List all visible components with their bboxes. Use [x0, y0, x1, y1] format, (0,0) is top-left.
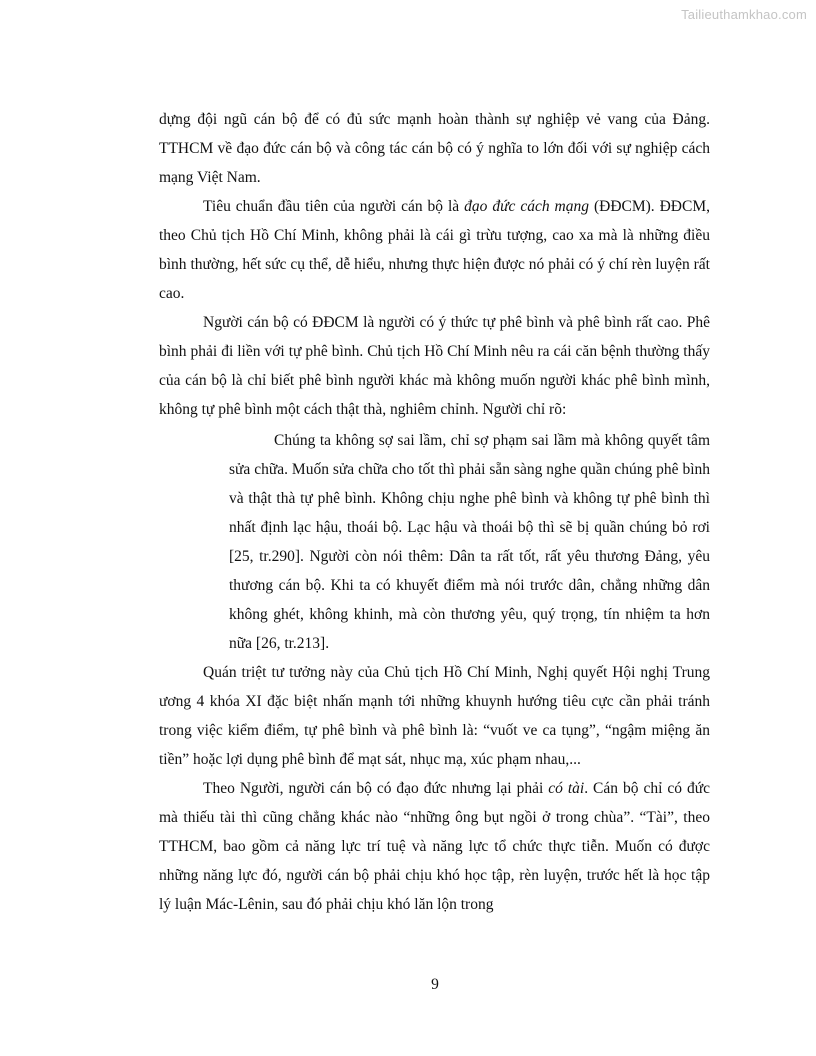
emphasis-text: có tài: [548, 780, 585, 797]
quote-text: Chúng ta không sợ sai lầm, chỉ sợ phạm sai lầm mà không quyết tâm sửa chữa. Muốn sửa chữa cho tốt thì phải sẵn sàng nghe quần chúng phê bình và thật thà tự phê bình. Không chịu nghe phê bình và không tự phê bình thì nhất định lạc hậu, thoái bộ. Lạc hậu và thoái bộ thì sẽ bị quần chúng bỏ rơi [25, tr.290]. Người còn nói thêm: Dân ta rất tốt, rất yêu thương Đảng, yêu thương cán bộ. Khi ta có khuyết điểm mà nói trước dân, chẳng những dân không ghét, không khinh, mà còn thương yêu, quý trọng, tín nhiệm ta hơn nữa [26, tr.213].: [229, 432, 710, 652]
paragraph-self-criticism: Người cán bộ có ĐĐCM là người có ý thức tự phê bình và phê bình rất cao. Phê bình phải đi liền với tự phê bình. Chủ tịch Hồ Chí Minh nêu ra cái căn bệnh thường thấy của cán bộ là chỉ biết phê bình người khác mà không muốn người khác phê bình mình, không tự phê bình một cách thật thà, nghiêm chỉnh. Người chỉ rõ:: [159, 314, 710, 418]
text: (ĐĐCM). ĐĐCM, theo Chủ tịch Hồ Chí Minh, không phải là cái gì trừu tượng, cao xa mà là những điều bình thường, hết sức cụ thể, dễ hiểu, nhưng thực hiện được nó phải có ý chí rèn luyện rất cao.: [159, 198, 710, 302]
emphasis-text: đạo đức cách mạng: [464, 198, 590, 215]
text: Theo Người, người cán bộ có đạo đức nhưng lại phải: [203, 780, 549, 797]
block-quote: [159, 426, 710, 658]
page-number: 9: [431, 976, 439, 993]
text: Tiêu chuẩn đầu tiên của người cán bộ là: [203, 198, 465, 215]
paragraph-resolution: Quán triệt tư tưởng này của Chủ tịch Hồ Chí Minh, Nghị quyết Hội nghị Trung ương 4 khóa XI đặc biệt nhấn mạnh tới những khuynh hướng tiêu cực cần phải tránh trong việc kiểm điểm, tự phê bình và phê bình là: “vuốt ve ca tụng”, “ngậm miệng ăn tiền” hoặc lợi dụng phê bình để mạt sát, nhục mạ, xúc phạm nhau,...: [159, 664, 710, 768]
text: . Cán bộ chỉ có đức mà thiếu tài thì cũng chẳng khác nào “những ông bụt ngồi ở trong chùa”. “Tài”, theo TTHCM, bao gồm cả năng lực trí tuệ và năng lực tổ chức thực tiễn. Muốn có được những năng lực đó, người cán bộ phải chịu khó học tập, rèn luyện, trước hết là học tập lý luận Mác-Lênin, sau đó phải chịu khó lăn lộn trong: [159, 780, 710, 913]
paragraph-continuation: dựng đội ngũ cán bộ để có đủ sức mạnh hoàn thành sự nghiệp vẻ vang của Đảng. TTHCM về đạo đức cán bộ và công tác cán bộ có ý nghĩa to lớn đối với sự nghiệp cách mạng Việt Nam.: [159, 111, 710, 186]
paragraph-talent: [159, 774, 710, 919]
document-body: [159, 105, 710, 919]
paragraph-ethics-standard: [159, 192, 710, 308]
watermark: Tailieuthamkhao.com: [681, 7, 807, 22]
